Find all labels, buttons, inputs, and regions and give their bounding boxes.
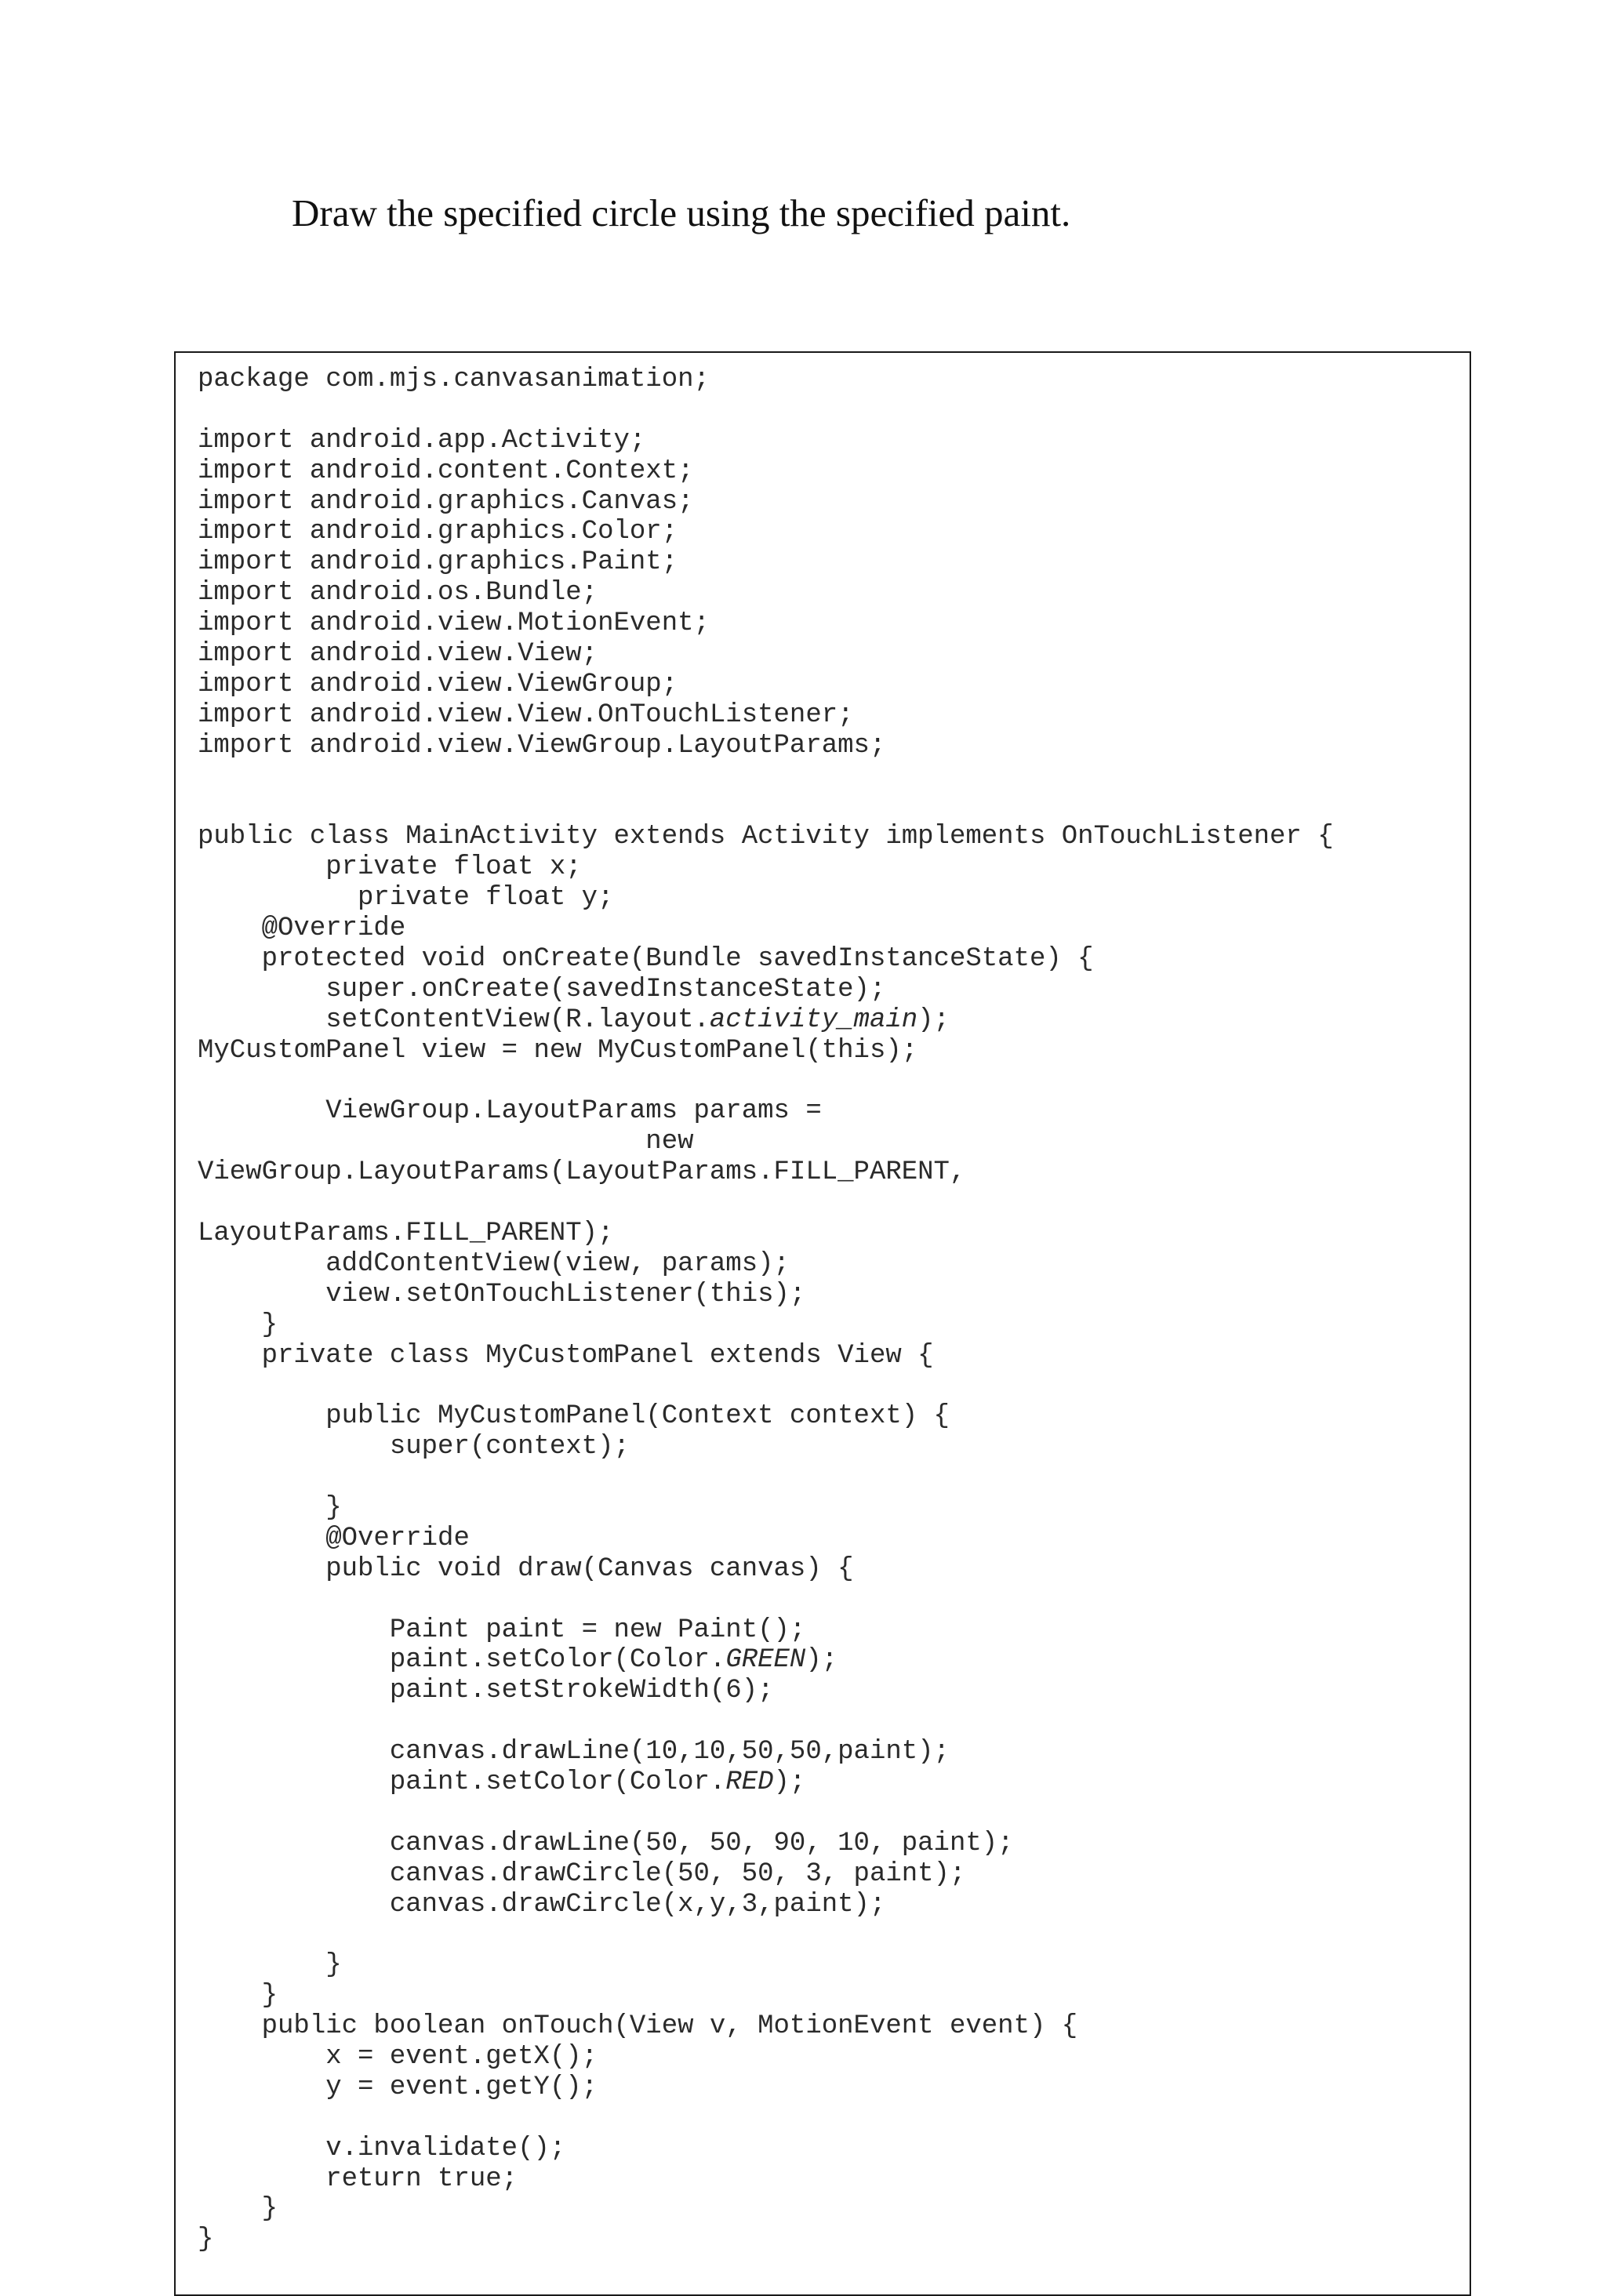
- code-line: [198, 1371, 1334, 1401]
- italic-identifier: RED: [725, 1767, 774, 1797]
- code-line: import android.view.ViewGroup;: [198, 669, 678, 699]
- italic-identifier: GREEN: [725, 1645, 806, 1676]
- code-listing: [198, 365, 1334, 2255]
- code-line: [198, 1188, 1334, 1219]
- code-line: import android.view.View;: [198, 639, 598, 670]
- code-line: public void draw(Canvas canvas) {: [198, 1553, 854, 1584]
- code-line: [198, 1706, 1334, 1737]
- code-listing-box: [174, 351, 1471, 2296]
- code-line: x = event.getX();: [198, 2041, 598, 2072]
- code-line: LayoutParams.FILL_PARENT);: [198, 1218, 614, 1248]
- code-line: }: [198, 2225, 214, 2255]
- code-line: private float y;: [198, 883, 614, 914]
- code-line: canvas.drawLine(10,10,50,50,paint);: [198, 1737, 950, 1767]
- code-line: addContentView(view, params);: [198, 1248, 790, 1279]
- code-line: [198, 761, 1334, 792]
- code-line: Paint paint = new Paint();: [198, 1615, 806, 1645]
- code-line: import android.graphics.Canvas;: [198, 486, 694, 517]
- code-line: setContentView(R.layout.activity_main);: [198, 1004, 950, 1035]
- code-line: import android.app.Activity;: [198, 425, 646, 456]
- code-line: [198, 791, 1334, 822]
- code-line: }: [198, 2194, 278, 2225]
- code-line: [198, 1462, 1334, 1493]
- code-line: return true;: [198, 2163, 518, 2194]
- code-line: view.setOnTouchListener(this);: [198, 1279, 806, 1310]
- code-line: package com.mjs.canvasanimation;: [198, 365, 710, 394]
- code-line: import android.os.Bundle;: [198, 578, 598, 609]
- code-line: canvas.drawCircle(50, 50, 3, paint);: [198, 1858, 966, 1889]
- code-line: import android.content.Context;: [198, 456, 694, 486]
- code-line: canvas.drawCircle(x,y,3,paint);: [198, 1889, 886, 1920]
- code-line: @Override: [198, 1523, 470, 1553]
- code-line: import android.graphics.Paint;: [198, 547, 678, 578]
- code-line: }: [198, 1950, 342, 1981]
- code-line: [198, 1920, 1334, 1950]
- code-line: super.onCreate(savedInstanceState);: [198, 974, 886, 1004]
- code-line: ViewGroup.LayoutParams params =: [198, 1096, 822, 1127]
- code-line: protected void onCreate(Bundle savedInstanceState) {: [198, 943, 1094, 974]
- code-line: [198, 1798, 1334, 1829]
- code-line: paint.setColor(Color.RED);: [198, 1767, 806, 1797]
- code-line: private float x;: [198, 852, 582, 883]
- code-line: }: [198, 1310, 278, 1340]
- code-line: import android.view.View.OnTouchListener;: [198, 699, 854, 730]
- code-line: public class MainActivity extends Activity implements OnTouchListener {: [198, 822, 1334, 852]
- code-line: import android.view.MotionEvent;: [198, 609, 710, 639]
- code-line: }: [198, 1492, 342, 1523]
- code-line: [198, 1066, 1334, 1096]
- code-line: canvas.drawLine(50, 50, 90, 10, paint);: [198, 1828, 1014, 1858]
- code-line: @Override: [198, 914, 406, 944]
- code-line: [198, 1585, 1334, 1615]
- code-line: paint.setColor(Color.GREEN);: [198, 1645, 838, 1676]
- code-line: import android.view.ViewGroup.LayoutParams;: [198, 730, 886, 761]
- code-line: [198, 395, 1334, 426]
- code-line: [198, 2103, 1334, 2134]
- code-line: MyCustomPanel view = new MyCustomPanel(this);: [198, 1035, 918, 1066]
- code-line: private class MyCustomPanel extends View {: [198, 1340, 934, 1371]
- code-line: new: [198, 1127, 694, 1157]
- code-line: y = event.getY();: [198, 2072, 598, 2102]
- code-line: public MyCustomPanel(Context context) {: [198, 1401, 950, 1432]
- code-line: }: [198, 1981, 278, 2011]
- code-line: paint.setStrokeWidth(6);: [198, 1676, 774, 1706]
- intro-sentence: Draw the specified circle using the specified paint.: [292, 191, 1071, 234]
- code-line: super(context);: [198, 1432, 630, 1462]
- code-line: ViewGroup.LayoutParams(LayoutParams.FILL_PARENT,: [198, 1157, 966, 1188]
- italic-identifier: activity_main: [709, 1004, 918, 1035]
- code-line: import android.graphics.Color;: [198, 517, 678, 547]
- code-line: v.invalidate();: [198, 2133, 566, 2163]
- code-line: public boolean onTouch(View v, MotionEvent event) {: [198, 2011, 1078, 2042]
